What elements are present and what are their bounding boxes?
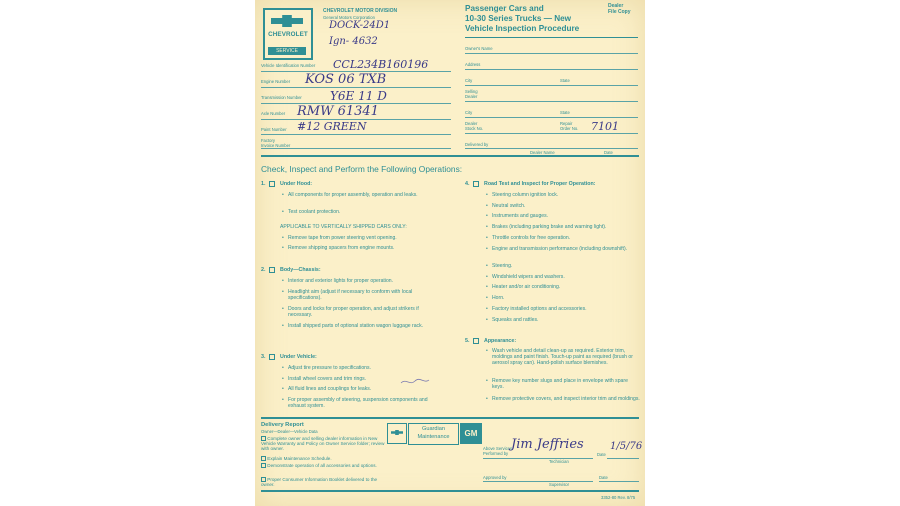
bowtie-icon	[391, 430, 403, 435]
delivery-checkbox[interactable]	[261, 456, 266, 461]
copy-line-1: Dealer	[608, 3, 624, 9]
section-5-item: • Wash vehicle and detail clean-up as required. Exterior trim, moldings and paint finish. Touch-up paint as required (brush or aerosol spray can). Hand-polish surface blemishes.	[486, 348, 633, 366]
delivery-item	[261, 463, 385, 468]
section-4-item: • Neutral switch.	[486, 203, 526, 209]
dealer-line-2: Stock No.	[465, 126, 484, 131]
hand-date: 1/5/76	[610, 441, 643, 452]
state-label: State	[560, 78, 570, 83]
section-4-checkbox[interactable]	[473, 181, 479, 187]
section-3-item-text: Install wheel covers and trim rings.	[288, 376, 367, 382]
section-4-item: • Throttle controls for free operation.	[486, 235, 571, 241]
section-3-item: • All fluid lines and couplings for leaks.	[282, 386, 372, 392]
state2-label: State	[560, 110, 570, 115]
section-2-item-text: Install shipped parts of optional station wagon luggage rack.	[288, 323, 424, 329]
section-4-item-text: Steering column ignition lock.	[492, 192, 559, 198]
hand-axle: RMW 61341	[297, 104, 379, 119]
header-rule	[261, 155, 639, 157]
hand-repair-order: 7101	[591, 120, 619, 133]
approved-label: Approved by	[483, 475, 507, 480]
section-4-item: • Steering.	[486, 263, 513, 269]
technician-line[interactable]	[483, 458, 593, 459]
delivery-item-text: Complete owner and selling dealer information in New Vehicle Warranty and Policy on Owner Service folder; review with owner.	[261, 436, 385, 452]
section-5-item-text: Remove key number slugs and place in envelope with spare keys.	[492, 378, 628, 390]
section-5-head: Appearance:	[484, 338, 517, 344]
section-4-item: • Engine and transmission performance (including downshift).	[486, 246, 628, 252]
factory-line-1: Factory	[261, 138, 275, 143]
delivery-checkbox[interactable]	[261, 463, 266, 468]
section-4-item: • Factory installed options and accessories.	[486, 306, 587, 312]
section-2-head: Body—Chassis:	[280, 267, 321, 273]
section-1-item: • Test coolant protection.	[282, 209, 341, 215]
section-1-item: • All components for proper assembly, operation and leaks.	[282, 192, 418, 198]
section-4-item-text: Neutral switch.	[492, 203, 526, 209]
dealer-line-1: Dealer	[465, 121, 478, 126]
hand-engine: KOS 06 TXB	[305, 72, 387, 87]
bowtie-icon	[271, 15, 303, 27]
section-2-item: • Doors and locks for proper operation, and adjust strikers if necessary.	[282, 306, 419, 318]
inspection-form	[255, 0, 645, 506]
section-2-item: • Interior and exterior lights for proper operation.	[282, 278, 394, 284]
hand-transmission: Y6E 11 D	[330, 89, 387, 103]
section-4-item-text: Horn.	[492, 295, 505, 301]
vin-label: Vehicle Identification Number	[261, 63, 316, 68]
technician-signature: Jim Jeffries	[511, 437, 584, 452]
section-4-item: • Horn.	[486, 295, 505, 301]
delivery-item	[261, 456, 385, 461]
owner-name-label: Owner's Name	[465, 46, 493, 51]
section-1-item-text: Test coolant protection.	[288, 209, 341, 215]
section-4-item-text: Brakes (including parking brake and warning light).	[492, 224, 607, 230]
selling-dealer-label	[465, 89, 478, 99]
selling-line[interactable]	[465, 101, 638, 102]
section-5-item: • Remove protective covers, and inspect interior trim and moldings.	[486, 396, 640, 402]
gm-logo: GM	[460, 423, 482, 444]
section-5-item-text: Wash vehicle and detail clean-up as required. Exterior trim, moldings and paint finish. Touch-up paint as required (brush or aerosol spray can). Hand-polish surface blemishes.	[492, 348, 633, 366]
above-services-label	[483, 446, 512, 456]
section-4-item-text: Engine and transmission performance (including downshift).	[492, 246, 628, 252]
section-1-item-text: Remove tape from power steering vent opening.	[288, 235, 397, 241]
dealer-stock-label	[465, 121, 483, 131]
delivery-title: Delivery Report	[261, 422, 304, 428]
above-line-2: Performed by	[483, 451, 509, 456]
delivered-date-label: Date	[604, 150, 613, 155]
delivery-item	[261, 477, 385, 487]
delivered-label: Delivered by	[465, 142, 489, 147]
delivery-item-text: Proper Consumer Information Booklet delivered to the owner.	[261, 477, 378, 488]
section-3-item-text: For proper assembly of steering, suspension components and exhaust system.	[288, 397, 428, 409]
form-number: 3352-80 Rev. 8/75	[601, 495, 636, 500]
section-4-head: Road Test and Inspect for Proper Operation:	[484, 181, 596, 187]
section-4-item: • Instruments and gauges.	[486, 213, 549, 219]
paint-line	[261, 134, 451, 135]
hand-vin: CCL234B160196	[333, 58, 429, 71]
repair-line-2: Order No.	[560, 126, 579, 131]
section-3-item-text: Adjust tire pressure to specifications.	[288, 365, 371, 371]
delivery-item-text: Demonstrate operation of all accessories and options.	[267, 463, 377, 468]
copy-label	[608, 3, 631, 15]
section-1-item: • Remove tape from power steering vent opening.	[282, 235, 397, 241]
section-2-item-text: Doors and locks for proper operation, and adjust strikers if necessary.	[288, 306, 419, 318]
factory-line	[261, 148, 451, 149]
section-1-item-text: All components for proper assembly, operation and leaks.	[288, 192, 418, 198]
axle-label: Axle Number	[261, 111, 286, 116]
section-4-item: • Windshield wipers and washers.	[486, 274, 565, 280]
section-2-num: 2.	[261, 267, 266, 273]
above-line-1: Above Services	[483, 446, 513, 451]
section-4-item: • Steering column ignition lock.	[486, 192, 559, 198]
section-2-item: • Install shipped parts of optional station wagon luggage rack.	[282, 323, 424, 329]
service-date-label: Date	[597, 452, 606, 457]
guardian-line-2: Maintenance	[417, 434, 450, 440]
section-5-item-text: Remove protective covers, and inspect interior trim and moldings.	[492, 396, 640, 402]
section-4-item-text: Steering.	[492, 263, 513, 269]
city2-line[interactable]	[465, 117, 638, 118]
approved-date-line[interactable]	[599, 481, 639, 482]
section-3-item: • Install wheel covers and trim rings.	[282, 376, 367, 382]
section-1-num: 1.	[261, 181, 266, 187]
section-2-item: • Headlight aim (adjust if necessary to conform with local specifications).	[282, 289, 413, 301]
hand-dock: DOCK-24D1	[329, 20, 391, 31]
title-rule	[465, 37, 638, 38]
division-name: CHEVROLET MOTOR DIVISION	[323, 8, 398, 14]
section-4-item-text: Instruments and gauges.	[492, 213, 549, 219]
section-4-num: 4.	[465, 181, 470, 187]
title-line-3: Vehicle Inspection Procedure	[465, 24, 580, 33]
section-3-num: 3.	[261, 354, 266, 360]
page-title	[465, 4, 579, 34]
delivered-line[interactable]	[465, 148, 638, 149]
section-3-checkbox[interactable]	[269, 354, 275, 360]
delivery-rule	[261, 417, 639, 419]
copy-line-2: File Copy	[608, 9, 631, 15]
hand-paint: #12 GREEN	[297, 120, 367, 133]
section-1-note: APPLICABLE TO VERTICALLY SHIPPED CARS ONLY:	[280, 224, 407, 230]
section-2-checkbox[interactable]	[269, 267, 275, 273]
hand-ign: Ign- 4632	[329, 36, 378, 47]
owner-name-line[interactable]	[465, 53, 638, 54]
paint-label: Paint Number	[261, 127, 287, 132]
address-line[interactable]	[465, 69, 638, 70]
section-1-head: Under Hood:	[280, 181, 313, 187]
service-date-line[interactable]	[607, 458, 639, 459]
chevrolet-service-logo	[263, 8, 313, 60]
section-4-item-text: Squeaks and rattles.	[492, 317, 539, 323]
section-2-item-text: Headlight aim (adjust if necessary to conform with local specifications).	[288, 289, 413, 301]
approved-date-label: Date	[599, 475, 608, 480]
section-1-checkbox[interactable]	[269, 181, 275, 187]
corp-name: General Motors Corporation	[323, 15, 375, 20]
section-3-item: • For proper assembly of steering, suspension components and exhaust system.	[282, 397, 428, 409]
selling-line-2: Dealer	[465, 94, 478, 99]
check-title: Check, Inspect and Perform the Following Operations:	[261, 164, 463, 174]
repair-order-label	[560, 121, 578, 131]
section-4-item-text: Throttle controls for free operation.	[492, 235, 571, 241]
section-2-item-text: Interior and exterior lights for proper operation.	[288, 278, 394, 284]
dealer-line[interactable]	[465, 133, 638, 134]
selling-line-1: Selling	[465, 89, 478, 94]
section-4-item: • Heater and/or air conditioning.	[486, 284, 561, 290]
guardian-maintenance-badge	[408, 423, 459, 445]
section-1-item-text: Remove shipping spacers from engine mounts.	[288, 245, 395, 251]
factory-label	[261, 138, 290, 148]
city-line[interactable]	[465, 85, 638, 86]
technician-label: Technician	[549, 459, 569, 464]
approved-line[interactable]	[483, 481, 593, 482]
section-4-item-text: Windshield wipers and washers.	[492, 274, 565, 280]
factory-line-2: Invoice Number	[261, 143, 291, 148]
repair-line-1: Repair	[560, 121, 573, 126]
logo-service: SERVICE	[268, 47, 306, 55]
delivery-subtitle: Owner—Dealer—Vehicle Data	[261, 429, 318, 434]
logo-brand: CHEVROLET	[268, 31, 308, 38]
section-5-num: 5.	[465, 338, 470, 344]
pen-scribble	[400, 377, 430, 387]
delivery-item	[261, 436, 385, 451]
section-5-item: • Remove key number slugs and place in envelope with spare keys.	[486, 378, 628, 390]
section-4-item-text: Heater and/or air conditioning.	[492, 284, 561, 290]
title-line-2: 10-30 Series Trucks — New	[465, 14, 572, 23]
section-4-item: • Brakes (including parking brake and warning light).	[486, 224, 607, 230]
title-line-1: Passenger Cars and	[465, 4, 544, 13]
engine-line	[261, 87, 451, 88]
section-3-item-text: All fluid lines and couplings for leaks.	[288, 386, 372, 392]
section-3-head: Under Vehicle:	[280, 354, 317, 360]
section-4-item-text: Factory installed options and accessories.	[492, 306, 587, 312]
city-label: City	[465, 78, 473, 83]
footer-rule	[261, 490, 639, 492]
chevrolet-mini-logo	[387, 423, 407, 444]
engine-label: Engine Number	[261, 79, 291, 84]
guardian-line-1: Guardian	[421, 426, 445, 432]
address-label: Address	[465, 62, 481, 67]
delivery-item-text: Explain Maintenance Schedule.	[267, 456, 332, 461]
section-5-checkbox[interactable]	[473, 338, 479, 344]
city2-label: City	[465, 110, 473, 115]
transmission-label: Transmission Number	[261, 95, 302, 100]
section-3-item: • Adjust tire pressure to specifications.	[282, 365, 371, 371]
section-4-item: • Squeaks and rattles.	[486, 317, 539, 323]
section-1-item: • Remove shipping spacers from engine mounts.	[282, 245, 395, 251]
supervisor-label: Supervisor	[549, 482, 570, 487]
dealer-name-label: Dealer Name	[530, 150, 555, 155]
